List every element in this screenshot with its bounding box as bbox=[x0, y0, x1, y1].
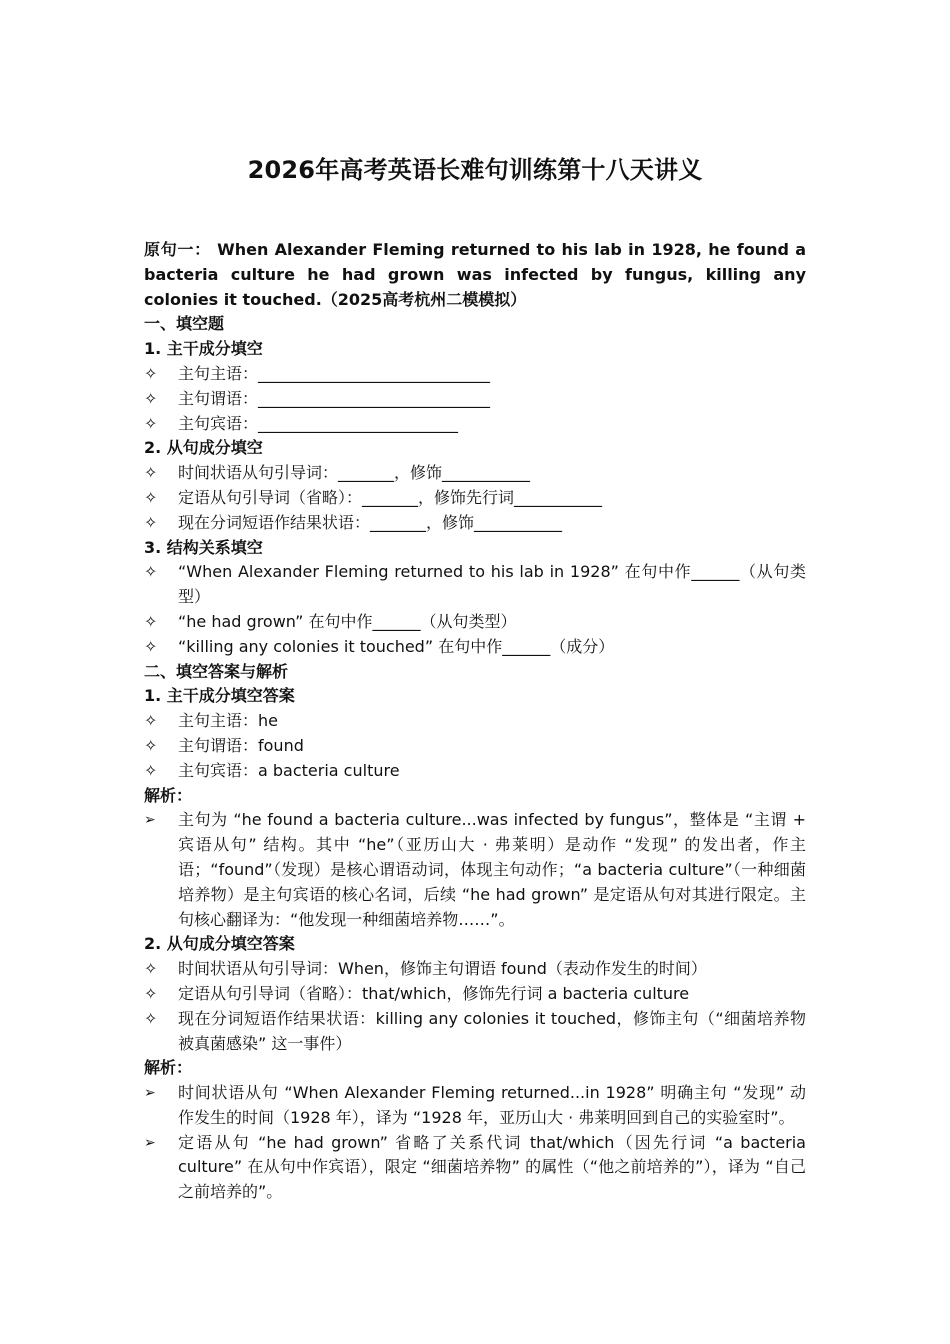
main-components-answer-item: ✧ 主句谓语：found bbox=[144, 734, 806, 759]
clause-components-blanks-list bbox=[144, 461, 806, 535]
structure-relations-blank-item: ✧ “he had grown” 在句中作______（从句类型） bbox=[144, 610, 806, 635]
analysis-item: ➢ 主句为 “he found a bacteria culture...was infected by fungus”，整体是 “主谓 + 宾语从句” 结构。其中 “he”（亚历山大 · 弗莱明）是动作 “发现” 的发出者，作主语；“found”（发现）是核心谓语动词，体现主句动作；“a bacteria culture”（一种细菌培养物）是主句宾语的核心名词，后续 “he had grown” 是定语从句对其进行限定。主句核心翻译为：“他发现一种细菌培养物……”。 bbox=[144, 808, 806, 932]
main-components-answers-list bbox=[144, 709, 806, 783]
analysis-item: ➢ 时间状语从句 “When Alexander Fleming returned...in 1928” 明确主句 “发现” 动作发生的时间（1928 年），译为 “1928 年，亚历山大 · 弗莱明回到自己的实验室时”。 bbox=[144, 1081, 806, 1131]
clause-components-answer-item: ✧ 现在分词短语作结果状语：killing any colonies it touched，修饰主句（“细菌培养物被真菌感染” 这一事件） bbox=[144, 1007, 806, 1057]
section-heading-exercises: 一、填空题 bbox=[144, 314, 225, 334]
subheading-main-components: 1. 主干成分填空 bbox=[144, 339, 263, 359]
analysis-list-1 bbox=[144, 808, 806, 932]
clause-components-blank-item: ✧ 时间状语从句引导词：_______，修饰___________ bbox=[144, 461, 806, 486]
main-components-answer-item: ✧ 主句宾语：a bacteria culture bbox=[144, 759, 806, 784]
structure-relations-blank-item: ✧ “When Alexander Fleming returned to his lab in 1928” 在句中作______（从句类型） bbox=[144, 560, 806, 610]
main-components-answer-item: ✧ 主句主语：he bbox=[144, 709, 806, 734]
document-title: 2026年高考英语长难句训练第十八天讲义 bbox=[247, 156, 703, 184]
document-body bbox=[144, 238, 806, 1205]
subheading-clause-components: 2. 从句成分填空 bbox=[144, 438, 263, 458]
structure-relations-blank-item: ✧ “killing any colonies it touched” 在句中作______（成分） bbox=[144, 635, 806, 660]
structure-relations-blanks-list bbox=[144, 560, 806, 659]
clause-components-answers-list bbox=[144, 957, 806, 1056]
analysis-label-1: 解析： bbox=[144, 785, 193, 805]
analysis-list-2 bbox=[144, 1081, 806, 1205]
subheading-main-components-answers: 1. 主干成分填空答案 bbox=[144, 686, 295, 706]
main-components-blanks-list bbox=[144, 362, 806, 436]
section-heading-answers: 二、填空答案与解析 bbox=[144, 661, 289, 681]
main-components-blank-item: ✧ 主句主语：_____________________________ bbox=[144, 362, 806, 387]
clause-components-blank-item: ✧ 现在分词短语作结果状语：_______，修饰___________ bbox=[144, 511, 806, 536]
subheading-structure-relations: 3. 结构关系填空 bbox=[144, 537, 263, 557]
analysis-label-2: 解析： bbox=[144, 1058, 193, 1078]
subheading-clause-components-answers: 2. 从句成分填空答案 bbox=[144, 934, 295, 954]
clause-components-answer-item: ✧ 时间状语从句引导词：When，修饰主句谓语 found（表动作发生的时间） bbox=[144, 957, 806, 982]
clause-components-blank-item: ✧ 定语从句引导词（省略）：_______，修饰先行词___________ bbox=[144, 486, 806, 511]
main-components-blank-item: ✧ 主句谓语：_____________________________ bbox=[144, 387, 806, 412]
original-sentence: 原句一： When Alexander Fleming returned to his lab in 1928, he found a bacteria culture he had grown was infected by fungus, killing any colonies it touched.（2025高考杭州二模模拟） bbox=[144, 240, 806, 309]
clause-components-answer-item: ✧ 定语从句引导词（省略）：that/which，修饰先行词 a bacteria culture bbox=[144, 982, 806, 1007]
analysis-item: ➢ 定语从句 “he had grown” 省略了关系代词 that/which（因先行词 “a bacteria culture” 在从句中作宾语），限定 “细菌培养物” 的属性（“他之前培养的”），译为 “自己之前培养的”。 bbox=[144, 1131, 806, 1205]
main-components-blank-item: ✧ 主句宾语：_________________________ bbox=[144, 412, 806, 437]
